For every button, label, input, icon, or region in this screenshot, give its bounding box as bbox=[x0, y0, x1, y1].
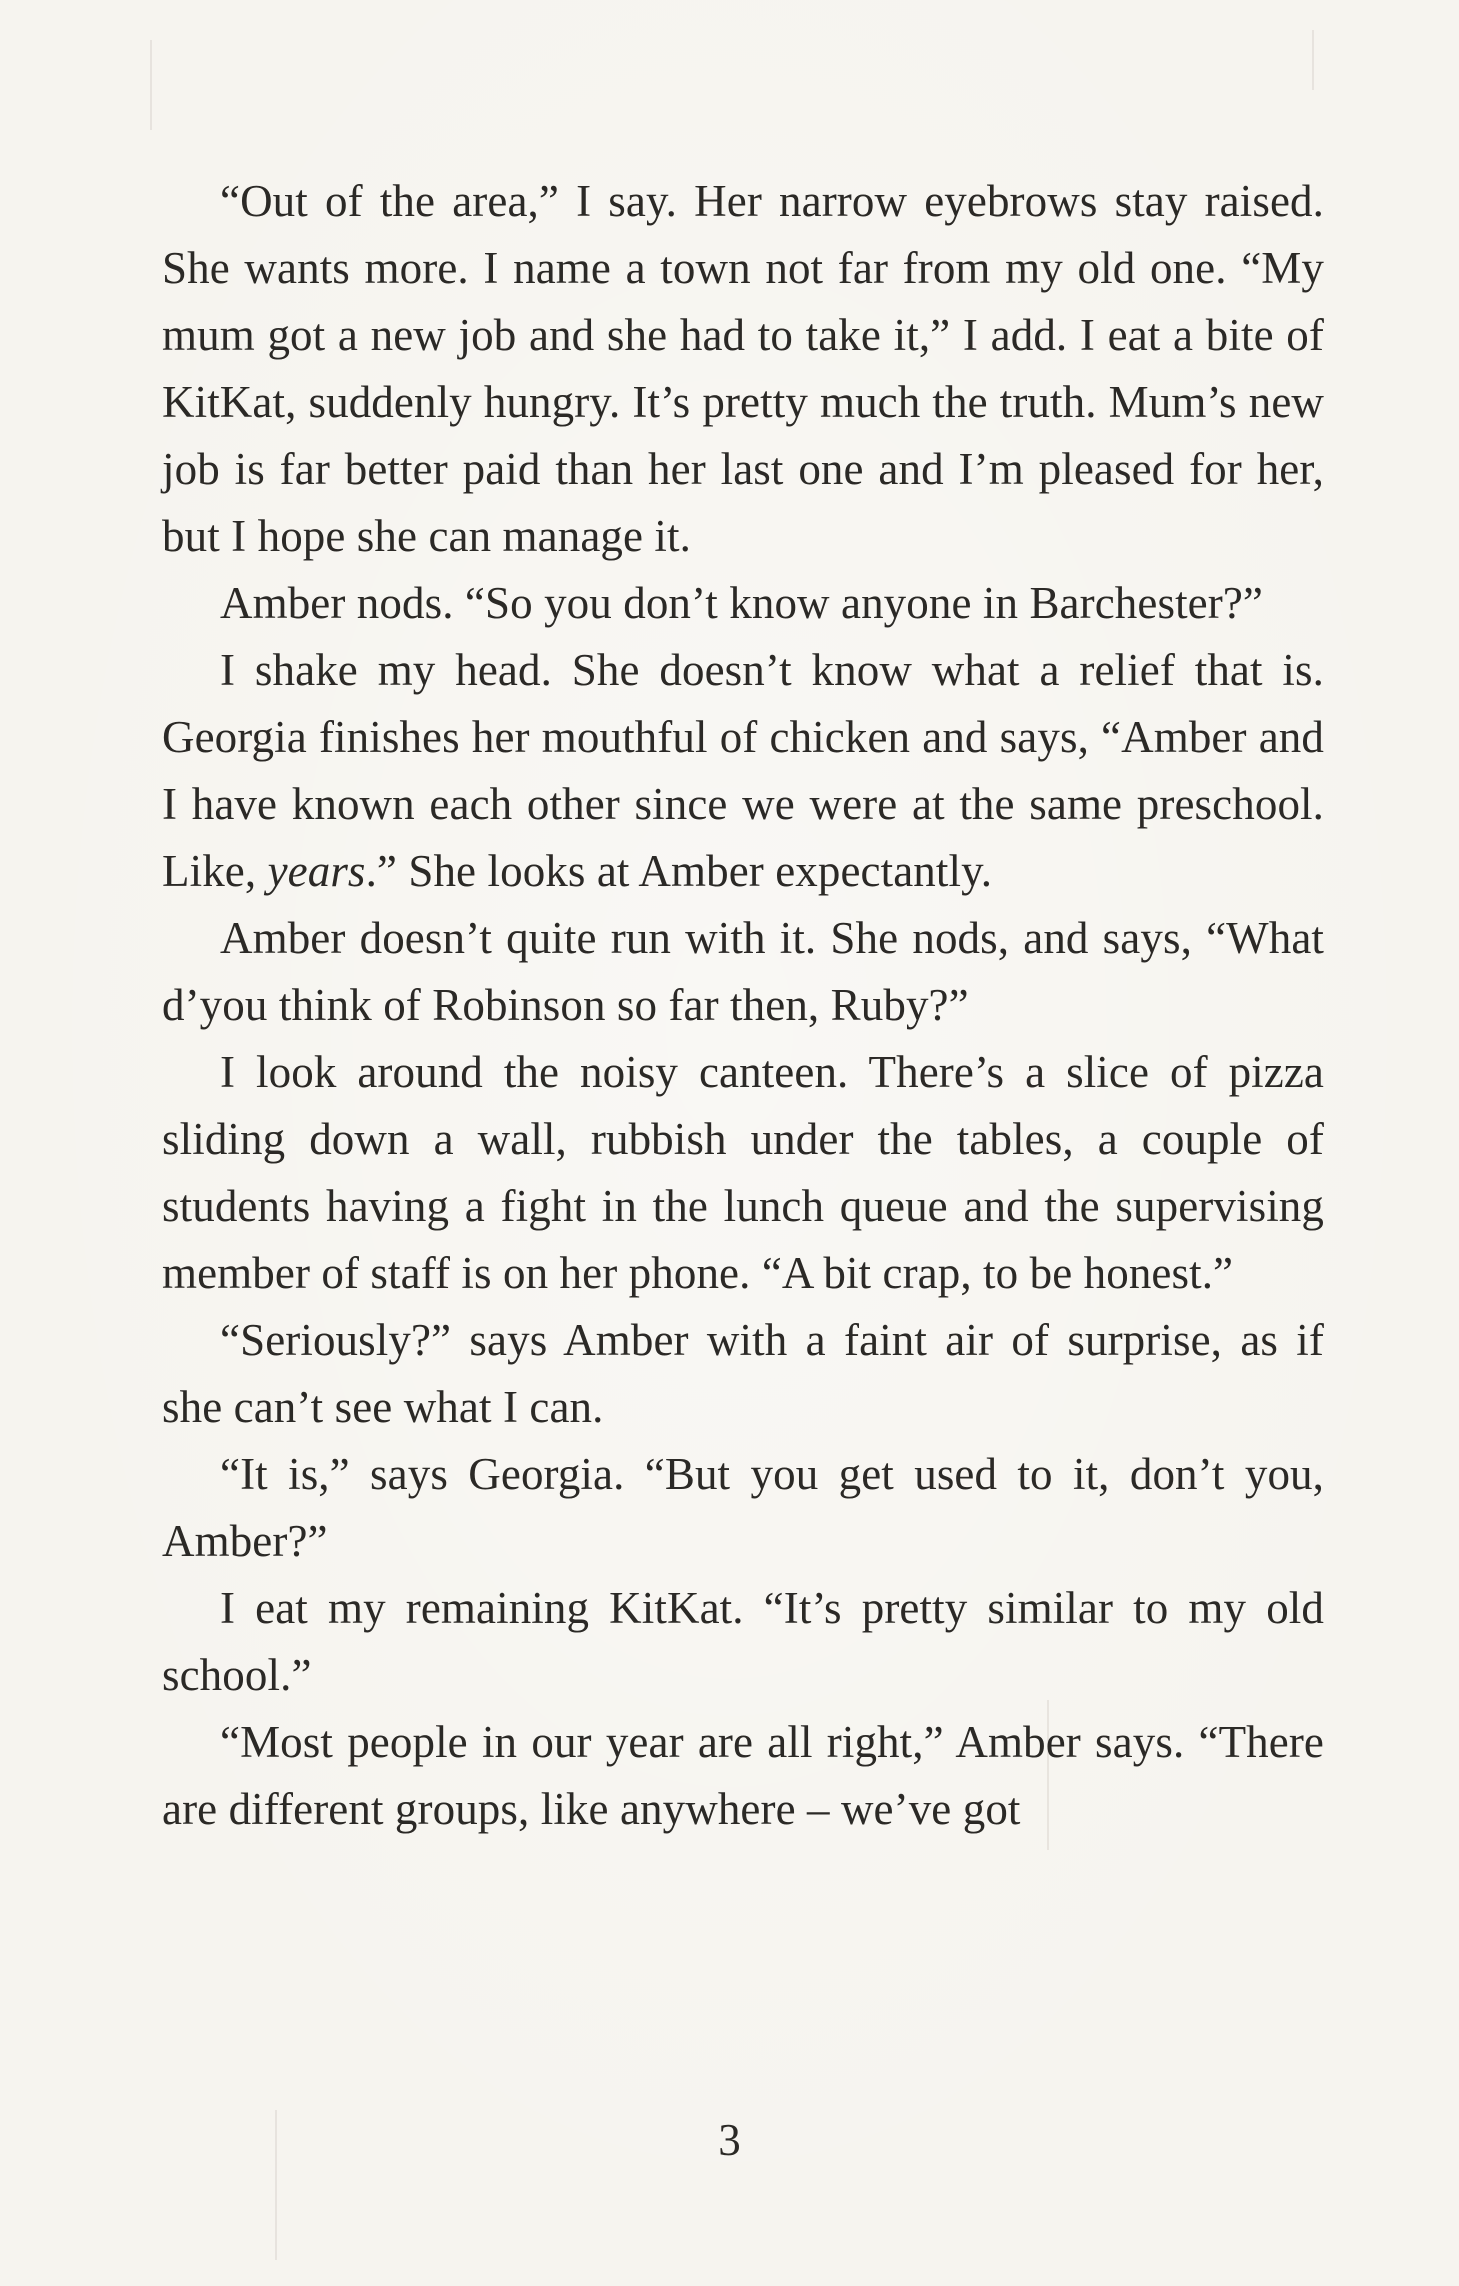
paragraph-1 bbox=[162, 168, 1324, 570]
paragraph-9 bbox=[162, 1709, 1324, 1843]
paragraph-2 bbox=[162, 570, 1324, 637]
paragraph-5 bbox=[162, 1039, 1324, 1307]
paragraph-6 bbox=[162, 1307, 1324, 1441]
paper-texture-mark bbox=[150, 40, 152, 130]
italic-text: years bbox=[267, 846, 366, 896]
paragraph-text: “Out of the area,” I say. Her narrow eyebrows stay raised. She wants more. I name a town not far from my old one. “My mum got a new job and she had to take it,” I add. I eat a bite of KitKat, suddenly hungry. It’s pretty much the truth. Mum’s new job is far better paid than her last one and I’m pleased for her, but I hope she can manage it. bbox=[162, 176, 1324, 561]
paragraph-text: “Seriously?” says Amber with a faint air of surprise, as if she can’t see what I can. bbox=[162, 1315, 1324, 1432]
paper-texture-mark bbox=[1312, 30, 1314, 90]
paragraph-text: Amber nods. “So you don’t know anyone in Barchester?” bbox=[220, 578, 1263, 628]
paragraph-text: I look around the noisy canteen. There’s a slice of pizza sliding down a wall, rubbish under the tables, a couple of students having a fight in the lunch queue and the supervising member of staff is on her phone. “A bit crap, to be honest.” bbox=[162, 1047, 1324, 1298]
paragraph-text: I shake my head. She doesn’t know what a relief that is. Georgia finishes her mouthful of chicken and says, “Amber and I have known each other since we were at the same preschool. Like, bbox=[162, 645, 1324, 896]
paragraph-text: “Most people in our year are all right,” Amber says. “There are different groups, like anywhere – we’ve got bbox=[162, 1717, 1324, 1834]
paragraph-text: I eat my remaining KitKat. “It’s pretty similar to my old school.” bbox=[162, 1583, 1324, 1700]
paragraph-3 bbox=[162, 637, 1324, 905]
paragraph-7 bbox=[162, 1441, 1324, 1575]
body-text bbox=[162, 168, 1324, 1843]
paragraph-text: Amber doesn’t quite run with it. She nods, and says, “What d’you think of Robinson so far then, Ruby?” bbox=[162, 913, 1324, 1030]
paragraph-text: .” She looks at Amber expectantly. bbox=[365, 846, 993, 896]
paragraph-text: “It is,” says Georgia. “But you get used to it, don’t you, Amber?” bbox=[162, 1449, 1324, 1566]
page-number: 3 bbox=[718, 2115, 741, 2165]
paragraph-4 bbox=[162, 905, 1324, 1039]
paragraph-8 bbox=[162, 1575, 1324, 1709]
